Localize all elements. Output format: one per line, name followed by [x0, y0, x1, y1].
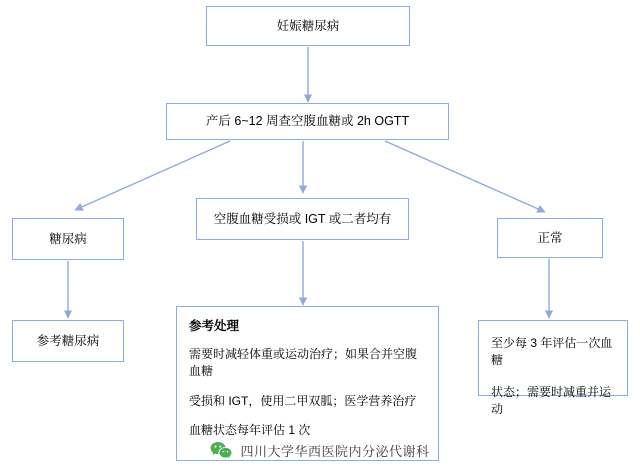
node-action-refer-diabetes-label: 参考糖尿病: [36, 333, 100, 348]
node-outcome-diabetes-label: 糖尿病: [49, 231, 87, 246]
node-outcome-diabetes: [12, 218, 124, 260]
footer-inner: [210, 441, 429, 460]
node-outcome-ifg-igt: [196, 198, 409, 240]
node-action-management-line-2: 受损和 IGT，使用二甲双胍；医学营养治疗: [189, 393, 417, 408]
node-action-management-line-3: 血糖状态每年评估 1 次: [189, 422, 311, 437]
node-gestational-diabetes: [206, 6, 410, 46]
node-action-refer-diabetes: [12, 320, 124, 362]
node-action-followup-line-1: 至少每 3 年评估一次血糖: [491, 336, 613, 368]
node-outcome-ifg-igt-label: 空腹血糖受损或 IGT 或二者均有: [213, 211, 392, 226]
node-outcome-normal-label: 正常: [537, 230, 563, 245]
node-postpartum-test: [166, 103, 449, 140]
node-action-management-line-1: 需要时减轻体重或运动治疗；如果合并空腹血糖: [189, 346, 418, 379]
node-gestational-diabetes-label: 妊娠糖尿病: [276, 18, 340, 33]
node-action-followup: [478, 320, 628, 417]
node-action-followup-line-2: 状态；需要时减重并运动: [491, 384, 612, 417]
node-outcome-normal: [497, 218, 603, 258]
footer-account-name: 四川大学华西医院内分泌代谢科: [240, 443, 430, 459]
wechat-logo-icon: [210, 441, 232, 460]
node-postpartum-test-label: 产后 6~12 周查空腹血糖或 2h OGTT: [205, 114, 410, 129]
footer-watermark: [0, 429, 640, 471]
node-action-management-title: 参考处理: [189, 319, 240, 333]
